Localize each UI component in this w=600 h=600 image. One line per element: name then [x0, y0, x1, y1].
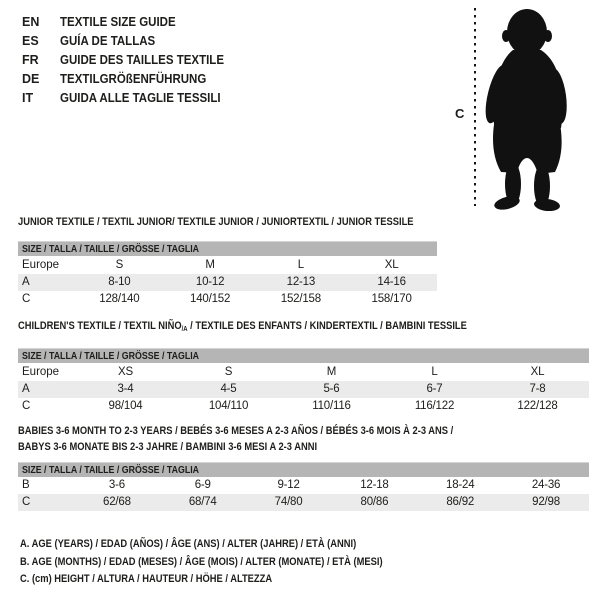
height-cell: 80/86 — [360, 496, 389, 508]
months-cell: 3-6 — [108, 479, 125, 491]
age-cell: 10-12 — [195, 276, 225, 288]
height-cell: 86/92 — [446, 496, 475, 508]
guide-title-de: TEXTILGRÖßENFÜHRUNG — [60, 71, 207, 86]
age-cell: 5-6 — [323, 383, 340, 395]
guide-title-en: TEXTILE SIZE GUIDE — [60, 14, 176, 29]
row-label: A — [22, 276, 30, 288]
footnote-height-cm-text: C. (cm) HEIGHT / ALTURA / HAUTEUR / HÖHE / ALTEZZA — [20, 573, 273, 585]
babies-section-title-line2 — [18, 441, 370, 453]
height-cell: 92/98 — [532, 496, 560, 508]
children-title-pre: CHILDREN'S TEXTILE / TEXTIL NIÑO — [18, 320, 182, 332]
language-row-de — [22, 69, 238, 88]
babies-title-line2-text: BABYS 3-6 MONATE BIS 2-3 JAHRE / BAMBINI 3-6 MESI A 2-3 ANNI — [18, 441, 318, 453]
language-row-fr — [22, 50, 238, 69]
height-dotted-line — [474, 8, 476, 206]
height-cell: 140/152 — [190, 293, 231, 305]
size-cell: XL — [530, 366, 545, 378]
size-cell: L — [431, 366, 438, 378]
children-section-title-text — [18, 320, 467, 333]
language-code: ES — [22, 33, 39, 48]
children-title-post: / TEXTILE DES ENFANTS / KINDERTEXTIL / BAMBINI TESSILE — [187, 320, 467, 332]
age-cell: 12-13 — [286, 276, 316, 288]
height-cell: 74/80 — [274, 496, 303, 508]
language-code: FR — [22, 52, 39, 67]
height-cell: 110/116 — [312, 400, 351, 412]
junior-section-title-text: JUNIOR TEXTILE / TEXTIL JUNIOR/ TEXTILE JUNIOR / JUNIORTEXTIL / JUNIOR TESSILE — [18, 216, 414, 228]
height-cell: 68/74 — [188, 496, 217, 508]
size-cell: M — [205, 259, 215, 271]
size-cell: S — [224, 366, 233, 378]
table-header-text: SIZE / TALLA / TAILLE / GRÖSSE / TAGLIA — [22, 243, 200, 255]
language-code: DE — [22, 71, 40, 86]
age-cell: 8-10 — [108, 276, 131, 288]
junior-section-title — [18, 216, 483, 228]
months-cell: 24-36 — [531, 479, 561, 491]
language-code: EN — [22, 14, 40, 29]
height-measure-label: C — [455, 106, 465, 121]
babies-size-table — [18, 462, 589, 511]
size-cell: XS — [118, 366, 133, 378]
row-label: C — [22, 496, 31, 508]
months-cell: 9-12 — [277, 479, 300, 491]
age-cell: 3-4 — [117, 383, 134, 395]
legend-footnotes — [20, 536, 447, 589]
footnote-age-months — [20, 554, 447, 572]
row-label: Europe — [22, 259, 60, 271]
table-row-age — [18, 274, 437, 291]
table-header — [18, 241, 437, 256]
table-header — [18, 348, 589, 363]
height-cell: 128/140 — [99, 293, 140, 305]
children-size-table — [18, 348, 589, 415]
months-cell: 6-9 — [194, 479, 211, 491]
language-code: IT — [22, 90, 34, 105]
size-cell: S — [115, 259, 124, 271]
months-cell: 12-18 — [360, 479, 389, 491]
guide-title-fr: GUIDE DES TAILLES TEXTILE — [60, 52, 225, 67]
language-row-it — [22, 88, 238, 107]
row-label: C — [22, 400, 31, 412]
table-row-height — [18, 494, 589, 511]
language-row-en — [22, 12, 238, 31]
children-section-title — [18, 320, 546, 333]
table-row-months — [18, 477, 589, 494]
months-cell: 18-24 — [446, 479, 475, 491]
height-cell: 116/122 — [414, 400, 455, 412]
table-row-height — [18, 398, 589, 415]
row-label: Europe — [22, 366, 60, 378]
age-cell: 4-5 — [220, 383, 237, 395]
babies-title-line1-text: BABIES 3-6 MONTH TO 2-3 YEARS / BEBÉS 3-6 MESES A 2-3 AÑOS / BÉBÉS 3-6 MOIS À 2-3 ANS / — [18, 425, 454, 437]
footnote-age-months-text: B. AGE (MONTHS) / EDAD (MESES) / ÂGE (MOIS) / ALTER (MONATE) / ETÀ (MESI) — [20, 555, 383, 568]
age-cell: 6-7 — [426, 383, 443, 395]
baby-silhouette-icon — [483, 6, 575, 211]
size-cell: L — [297, 259, 304, 271]
guide-title-it: GUIDA ALLE TAGLIE TESSILI — [60, 90, 221, 105]
table-row-europe — [18, 363, 589, 381]
language-row-es — [22, 31, 238, 50]
size-cell: XL — [384, 259, 399, 271]
height-cell: 104/110 — [208, 400, 249, 412]
table-row-height — [18, 291, 437, 308]
table-header — [18, 462, 589, 477]
table-header-text: SIZE / TALLA / TAILLE / GRÖSSE / TAGLIA — [22, 350, 200, 362]
language-title-list — [22, 12, 238, 107]
height-cell: 62/68 — [103, 496, 131, 508]
table-row-europe — [18, 256, 437, 274]
row-label: B — [22, 479, 30, 491]
age-cell: 14-16 — [377, 276, 406, 288]
age-cell: 7-8 — [529, 383, 546, 395]
row-label: A — [22, 383, 30, 395]
babies-section-title-line1 — [18, 425, 530, 437]
size-cell: M — [326, 366, 337, 378]
footnote-height-cm — [20, 571, 447, 589]
height-cell: 158/170 — [371, 293, 412, 305]
junior-size-table — [18, 241, 437, 308]
height-cell: 122/128 — [517, 400, 558, 412]
height-cell: 152/158 — [280, 293, 321, 305]
guide-title-es: GUÍA DE TALLAS — [60, 33, 156, 48]
footnote-age-years — [20, 536, 447, 554]
height-cell: 98/104 — [108, 400, 143, 412]
footnote-age-years-text: A. AGE (YEARS) / EDAD (AÑOS) / ÂGE (ANS) / ALTER (JAHRE) / ETÀ (ANNI) — [20, 538, 357, 550]
table-row-age — [18, 381, 589, 398]
table-header-text: SIZE / TALLA / TAILLE / GRÖSSE / TAGLIA — [22, 464, 200, 476]
children-title-subscript: /A — [181, 326, 188, 333]
row-label: C — [22, 293, 31, 305]
